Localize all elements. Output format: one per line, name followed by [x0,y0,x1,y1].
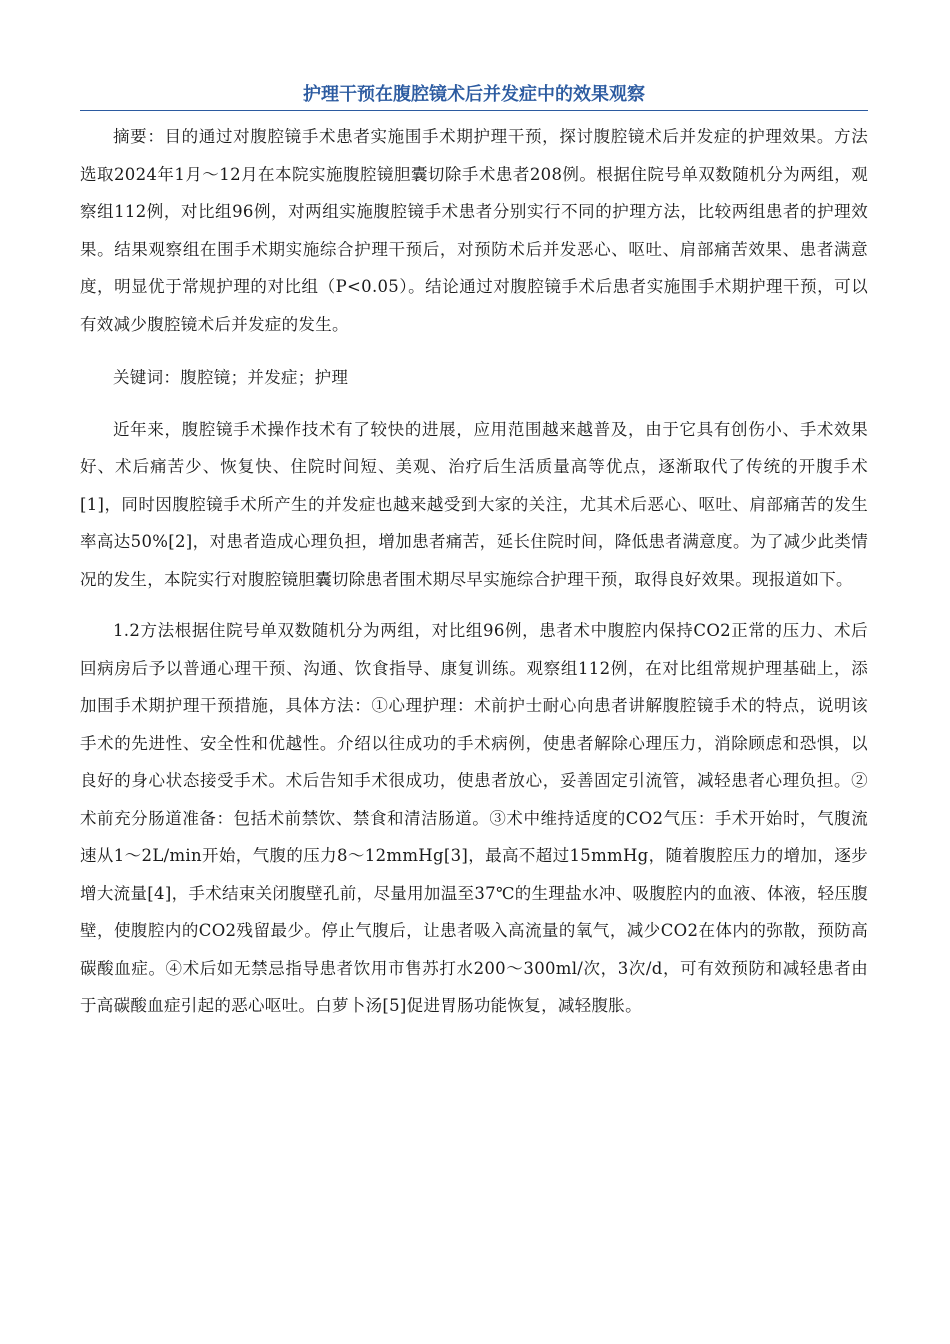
keywords-paragraph: 关键词：腹腔镜；并发症；护理 [113,368,349,387]
document-header [80,80,868,111]
introduction-paragraph: 近年来，腹腔镜手术操作技术有了较快的进展，应用范围越来越普及，由于它具有创伤小、手术效果好、术后痛苦少、恢复快、住院时间短、美观、治疗后生活质量高等优点，逐渐取代了传统的开腹手术[1]，同时因腹腔镜手术所产生的并发症也越来越受到大家的关注，尤其术后恶心、呕吐、肩部痛苦的发生率高达50%[2]，对患者造成心理负担，增加患者痛苦，延长住院时间，降低患者满意度。为了减少此类情况的发生，本院实行对腹腔镜胆囊切除患者围术期尽早实施综合护理干预，取得良好效果。现报道如下。 [80,419,868,589]
abstract-paragraph: 摘要：目的通过对腹腔镜手术患者实施围手术期护理干预，探讨腹腔镜术后并发症的护理效果。方法选取2024年1月～12月在本院实施腹腔镜胆囊切除手术患者208例。根据住院号单双数随机分为两组，观察组112例，对比组96例，对两组实施腹腔镜手术患者分别实行不同的护理方法，比较两组患者的护理效果。结果观察组在围手术期实施综合护理干预后，对预防术后并发恶心、呕吐、肩部痛苦效果、患者满意度，明显优于常规护理的对比组（P<0.05）。结论通过对腹腔镜手术后患者实施围手术期护理干预，可以有效减少腹腔镜术后并发症的发生。 [80,127,868,334]
document-body [80,118,868,1025]
document-title: 护理干预在腹腔镜术后并发症中的效果观察 [303,84,645,105]
methods-paragraph: 1.2方法根据住院号单双数随机分为两组，对比组96例，患者术中腹腔内保持CO2正常的压力、术后回病房后予以普通心理干预、沟通、饮食指导、康复训练。观察组112例，在对比组常规护理基础上，添加围手术期护理干预措施，具体方法：①心理护理：术前护士耐心向患者讲解腹腔镜手术的特点，说明该手术的先进性、安全性和优越性。介绍以往成功的手术病例，使患者解除心理压力，消除顾虑和恐惧，以良好的身心状态接受手术。术后告知手术很成功，使患者放心，妥善固定引流管，减轻患者心理负担。②术前充分肠道准备：包括术前禁饮、禁食和清洁肠道。③术中维持适度的CO2气压：手术开始时，气腹流速从1～2L/min开始，气腹的压力8～12mmHg[3]，最高不超过15mmHg，随着腹腔压力的增加，逐步增大流量[4]，手术结束关闭腹壁孔前，尽量用加温至37℃的生理盐水冲、吸腹腔内的血液、体液，轻压腹壁，使腹腔内的CO2残留最少。停止气腹后，让患者吸入高流量的氧气，减少CO2在体内的弥散，预防高碳酸血症。④术后如无禁忌指导患者饮用市售苏打水200～300ml/次，3次/d，可有效预防和减轻患者由于高碳酸血症引起的恶心呕吐。白萝卜汤[5]促进胃肠功能恢复，减轻腹胀。 [80,621,868,1015]
